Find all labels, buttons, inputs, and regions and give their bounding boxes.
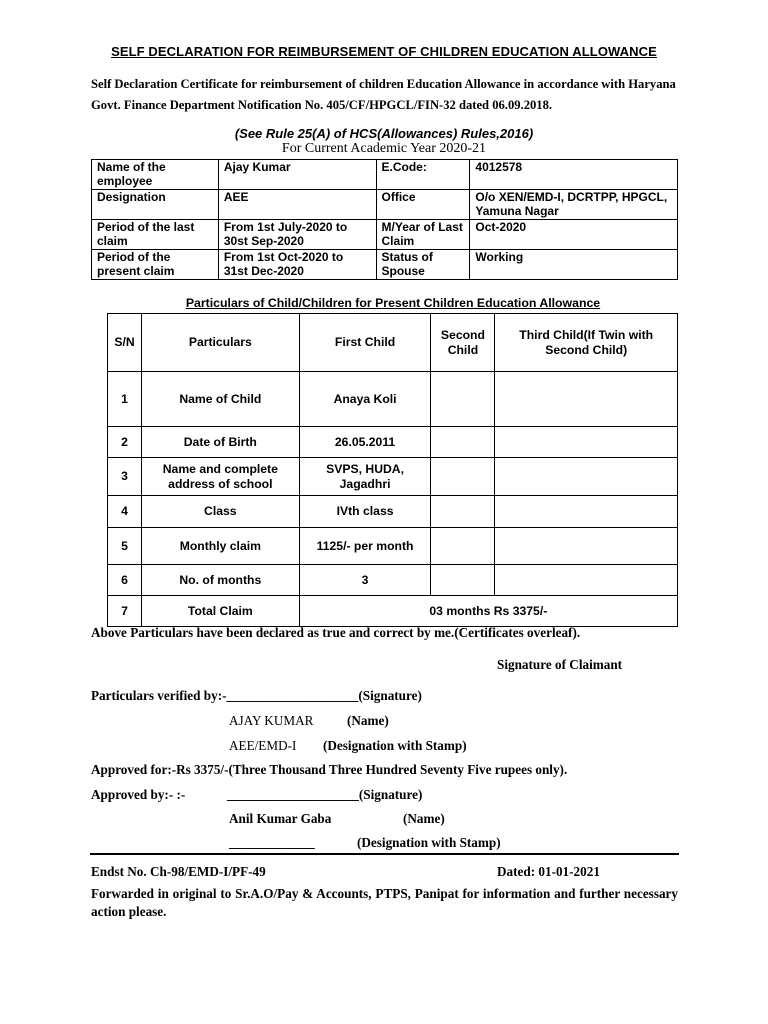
field-value: AEE (218, 190, 376, 220)
column-header: Third Child(If Twin with Second Child) (495, 314, 678, 372)
field-label: Period of the present claim (92, 250, 219, 280)
divider (90, 853, 679, 855)
serial-cell: 3 (108, 458, 142, 496)
particular-cell: Monthly claim (141, 528, 299, 565)
column-header: Second Child (431, 314, 495, 372)
academic-year: For Current Academic Year 2020-21 (281, 141, 487, 156)
particular-cell: Total Claim (141, 596, 299, 627)
field-value: Oct-2020 (470, 220, 678, 250)
particular-cell: No. of months (141, 565, 299, 596)
document-title: SELF DECLARATION FOR REIMBURSEMENT OF CHILDREN EDUCATION ALLOWANCE (111, 44, 657, 59)
claimant-signature-label: Signature of Claimant (497, 657, 623, 672)
first-child-cell: 26.05.2011 (299, 427, 431, 458)
field-value: Ajay Kumar (218, 160, 376, 190)
second-child-cell (431, 496, 495, 528)
approved-by-label: Approved by:- :- (91, 787, 186, 802)
serial-cell: 7 (108, 596, 142, 627)
forwarding-note: Forwarded in original to Sr.A.O/Pay & Accounts, PTPS, Panipat for information and further necessary action please. (91, 886, 678, 919)
field-label: Name of the employee (92, 160, 219, 190)
serial-cell: 6 (108, 565, 142, 596)
first-child-cell: IVth class (299, 496, 431, 528)
third-child-cell (495, 372, 678, 427)
declaration-text: Above Particulars have been declared as true and correct by me.(Certificates overleaf). (91, 625, 581, 640)
table-row (108, 565, 678, 596)
third-child-cell (495, 427, 678, 458)
second-child-cell (431, 528, 495, 565)
serial-cell: 1 (108, 372, 142, 427)
field-label: M/Year of Last Claim (376, 220, 470, 250)
serial-cell: 2 (108, 427, 142, 458)
third-child-cell (495, 458, 678, 496)
children-particulars-table (107, 313, 678, 627)
approver-designation-blank: _____________ (229, 835, 315, 850)
second-child-cell (431, 427, 495, 458)
field-label: E.Code: (376, 160, 470, 190)
endorsement-date: Dated: 01-01-2021 (497, 864, 600, 879)
employee-row (92, 160, 678, 190)
name-label: (Name) (403, 811, 445, 826)
employee-row (92, 250, 678, 280)
verifier-name: AJAY KUMAR (229, 713, 314, 728)
employee-row (92, 190, 678, 220)
approved-for-line: Approved for:-Rs 3375/-(Three Thousand Three Hundred Seventy Five rupees only). (91, 762, 568, 777)
serial-cell: 4 (108, 496, 142, 528)
table-row (108, 427, 678, 458)
employee-details-table (91, 159, 678, 280)
table-row (108, 458, 678, 496)
particular-cell: Class (141, 496, 299, 528)
column-header: S/N (108, 314, 142, 372)
third-child-cell (495, 528, 678, 565)
verifier-designation: AEE/EMD-I (229, 738, 297, 753)
designation-stamp-label: (Designation with Stamp) (323, 738, 467, 753)
children-heading: Particulars of Child/Children for Present Children Education Allowance (185, 296, 601, 310)
table-header-row (108, 314, 678, 372)
table-row (108, 372, 678, 427)
column-header: Particulars (141, 314, 299, 372)
field-label: Designation (92, 190, 219, 220)
field-label: Status of Spouse (376, 250, 470, 280)
first-child-cell: 3 (299, 565, 431, 596)
particular-cell: Date of Birth (141, 427, 299, 458)
table-row (108, 496, 678, 528)
field-value: From 1st July-2020 to 30st Sep-2020 (218, 220, 376, 250)
third-child-cell (495, 565, 678, 596)
first-child-cell: 1125/- per month (299, 528, 431, 565)
second-child-cell (431, 372, 495, 427)
total-claim-cell: 03 months Rs 3375/- (299, 596, 677, 627)
second-child-cell (431, 458, 495, 496)
field-label: Office (376, 190, 470, 220)
column-header: First Child (299, 314, 431, 372)
intro-paragraph: Self Declaration Certificate for reimbursement of children Education Allowance in accordance with Haryana Govt. Finance Department Notification No. 405/CF/HPGCL/FIN-32 dated 06.09.2018. (91, 77, 676, 112)
first-child-cell: SVPS, HUDA, Jagadhri (299, 458, 431, 496)
table-row (108, 528, 678, 565)
field-value: O/o XEN/EMD-I, DCRTPP, HPGCL, Yamuna Nagar (470, 190, 678, 220)
field-value: Working (470, 250, 678, 280)
verified-by-line: Particulars verified by:-____________________(Signature) (91, 688, 422, 703)
endorsement-number: Endst No. Ch-98/EMD-I/PF-49 (91, 864, 266, 879)
field-value: 4012578 (470, 160, 678, 190)
designation-stamp-label: (Designation with Stamp) (357, 835, 501, 850)
serial-cell: 5 (108, 528, 142, 565)
second-child-cell (431, 565, 495, 596)
total-row (108, 596, 678, 627)
employee-row (92, 220, 678, 250)
first-child-cell: Anaya Koli (299, 372, 431, 427)
particular-cell: Name and complete address of school (141, 458, 299, 496)
particular-cell: Name of Child (141, 372, 299, 427)
approver-name: Anil Kumar Gaba (229, 811, 332, 826)
rule-reference: (See Rule 25(A) of HCS(Allowances) Rules,2016) (234, 126, 534, 141)
field-label: Period of the last claim (92, 220, 219, 250)
approver-signature-line: ____________________(Signature) (227, 787, 423, 802)
third-child-cell (495, 496, 678, 528)
field-value: From 1st Oct-2020 to 31st Dec-2020 (218, 250, 376, 280)
name-label: (Name) (347, 713, 389, 728)
